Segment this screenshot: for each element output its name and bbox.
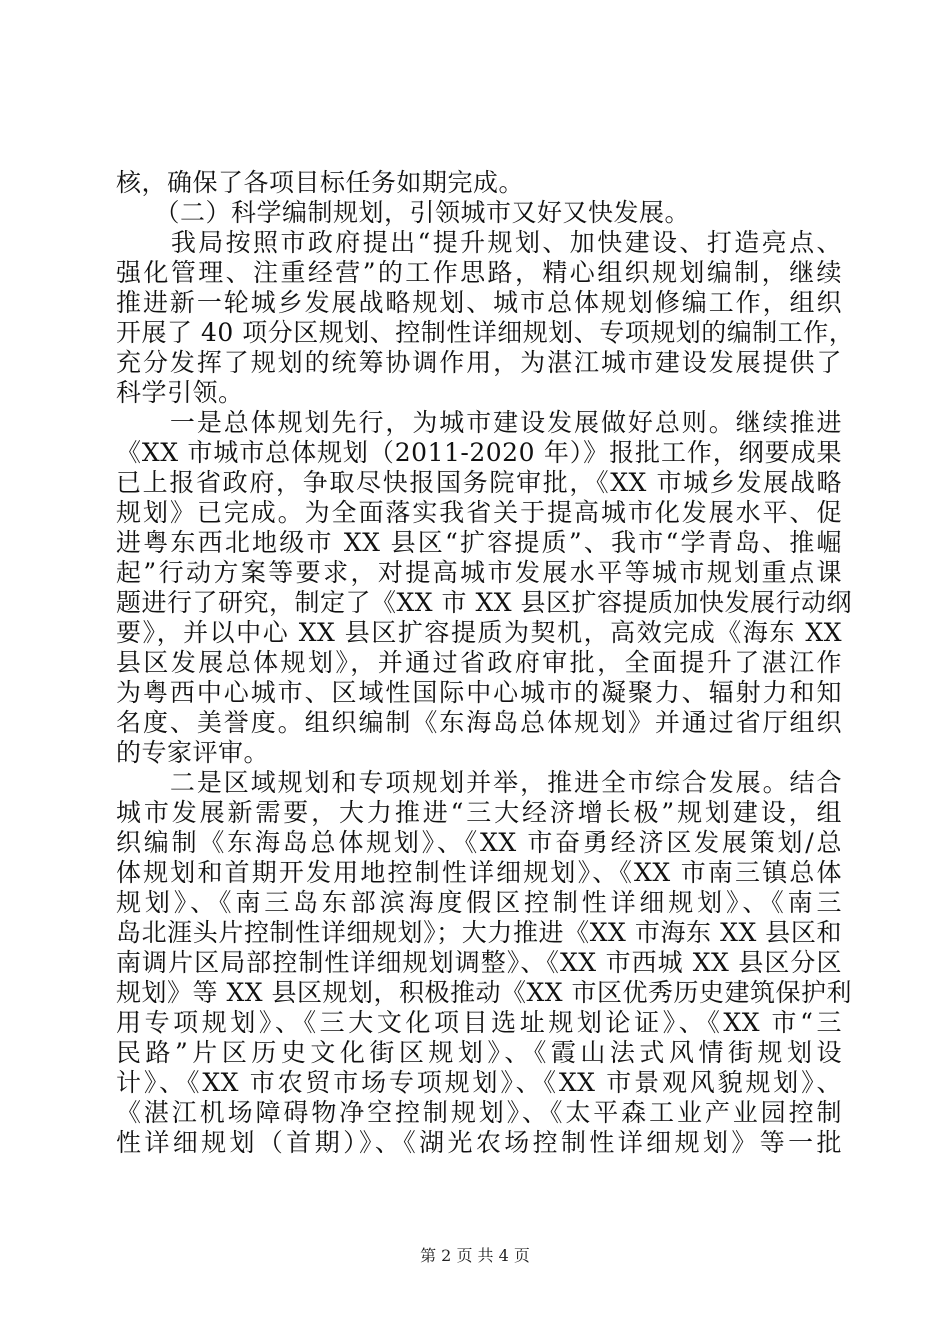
text-line: 推进新一轮城乡发展战略规划、城市总体规划修编工作，组织 (116, 288, 842, 317)
text-line: 规划》、《南三岛东部滨海度假区控制性详细规划》、《南三 (116, 888, 842, 917)
text-line: 用专项规划》、《三大文化项目选址规划论证》、《XX 市“三 (116, 1008, 842, 1037)
text-line: 充分发挥了规划的统筹协调作用，为湛江城市建设发展提供了 (116, 348, 842, 377)
text-line: （二）科学编制规划，引领城市又好又快发展。 (116, 198, 691, 227)
text-line: 开展了 40 项分区规划、控制性详细规划、专项规划的编制工作， (116, 318, 855, 347)
text-line: 为粤西中心城市、区域性国际中心城市的凝聚力、辐射力和知 (116, 678, 842, 707)
text-line: 要》，并以中心 XX 县区扩容提质为契机，高效完成《海东 XX (116, 618, 842, 647)
text-line: 的专家评审。 (116, 738, 270, 767)
text-line: 进粤东西北地级市 XX 县区“扩容提质”、我市“学青岛、推崛 (116, 528, 842, 557)
text-line: 体规划和首期开发用地控制性详细规划》、《XX 市南三镇总体 (116, 858, 842, 887)
text-line: 民路”片区历史文化街区规划》、《霞山法式风情街规划设 (116, 1038, 842, 1067)
text-line: 起”行动方案等要求，对提高城市发展水平等城市规划重点课 (116, 558, 842, 587)
text-line: 性详细规划（首期）》、《湖光农场控制性详细规划》等一批 (116, 1128, 842, 1157)
text-line: 科学引领。 (116, 378, 244, 407)
text-line: 二是区域规划和专项规划并举，推进全市综合发展。结合 (116, 768, 842, 797)
text-line: 《湛江机场障碍物净空控制规划》、《太平森工业产业园控制 (116, 1098, 842, 1127)
document-body (116, 168, 855, 1158)
text-line: 题进行了研究，制定了《XX 市 XX 县区扩容提质加快发展行动纲 (116, 588, 853, 617)
text-line: 《XX 市城市总体规划（2011-2020 年）》报批工作，纲要成果 (116, 438, 842, 467)
text-line: 我局按照市政府提出“提升规划、加快建设、打造亮点、 (116, 228, 842, 257)
text-line: 已上报省政府，争取尽快报国务院审批，《XX 市城乡发展战略 (116, 468, 842, 497)
page-footer: 第 2 页 共 4 页 (420, 1246, 530, 1265)
text-line: 一是总体规划先行，为城市建设发展做好总则。继续推进 (116, 408, 842, 437)
text-line: 织编制《东海岛总体规划》、《XX 市奋勇经济区发展策划/总 (116, 828, 842, 857)
text-line: 岛北涯头片控制性详细规划》；大力推进《XX 市海东 XX 县区和 (116, 918, 842, 947)
text-line: 规划》已完成。为全面落实我省关于提高城市化发展水平、促 (116, 498, 842, 527)
text-line: 计》、《XX 市农贸市场专项规划》、《XX 市景观风貌规划》、 (116, 1068, 842, 1097)
text-line: 南调片区局部控制性详细规划调整》、《XX 市西城 XX 县区分区 (116, 948, 842, 977)
text-line: 城市发展新需要，大力推进“三大经济增长极”规划建设，组 (116, 798, 842, 827)
text-line: 强化管理、注重经营”的工作思路，精心组织规划编制，继续 (116, 258, 842, 287)
text-line: 核，确保了各项目标任务如期完成。 (116, 168, 525, 197)
text-line: 县区发展总体规划》，并通过省政府审批，全面提升了湛江作 (116, 648, 842, 677)
text-line: 名度、美誉度。组织编制《东海岛总体规划》并通过省厅组织 (116, 708, 842, 737)
text-line: 规划》等 XX 县区规划，积极推动《XX 市区优秀历史建筑保护利 (116, 978, 853, 1007)
